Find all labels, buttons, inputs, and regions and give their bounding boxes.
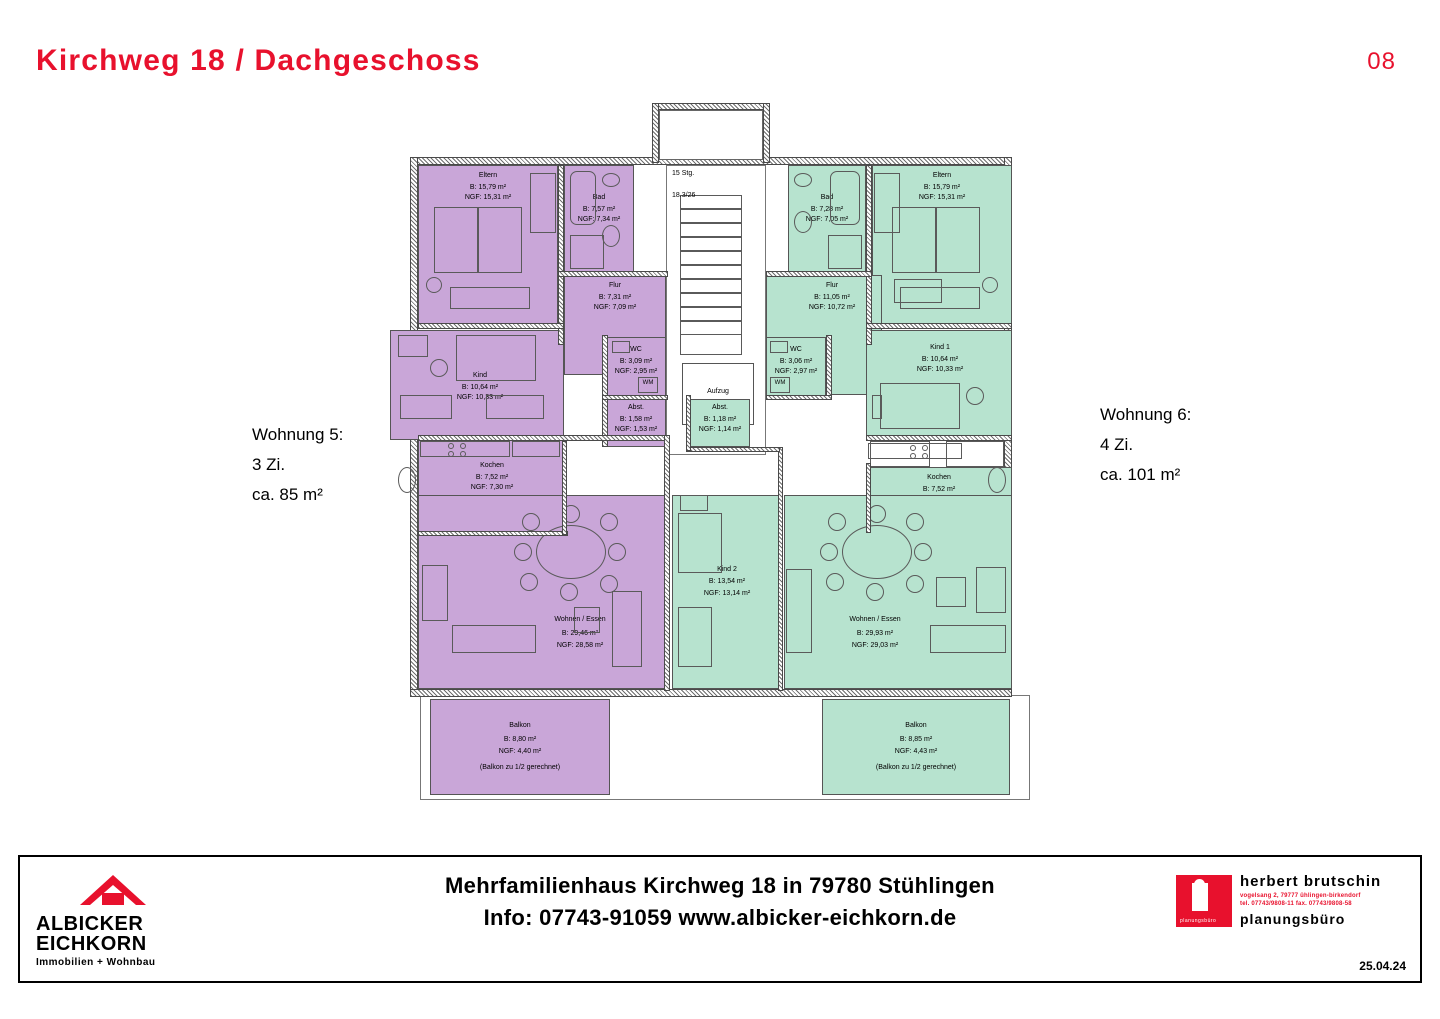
wall-interior: [562, 441, 567, 535]
room-abstellraum-right-b: 1,18 m²: [712, 416, 737, 423]
side-table: [574, 607, 600, 633]
wall-interior: [686, 447, 780, 452]
room-kind1-right-b: 10,64 m²: [930, 356, 959, 363]
lamp: [426, 277, 442, 293]
room-balkon-right-b: 8,85 m²: [908, 736, 933, 743]
room-bad-right-ngf: 7,05 m²: [824, 216, 849, 223]
room-kind1-right-ngf: 10,33 m²: [935, 366, 964, 373]
chair: [914, 543, 932, 561]
wall-stairtower-right: [763, 103, 770, 163]
logo-name-line2: EICHKORN: [36, 933, 147, 955]
wall-bottom: [410, 689, 1012, 697]
stair-step: [680, 279, 742, 293]
room-wohnen-essen-right-ngf: 29,03 m²: [870, 642, 899, 649]
house-roof-icon: [78, 873, 148, 911]
annotation-wohnung-6: [1100, 400, 1191, 490]
room-wohnen-essen-left-ngf: 28,58 m²: [575, 642, 604, 649]
room-wc-right-ngf: 2,97 m²: [793, 368, 818, 375]
stair-step: [680, 251, 742, 265]
chair: [866, 583, 884, 601]
footer-line-1: Mehrfamilienhaus Kirchweg 18 in 79780 Stühlingen: [445, 873, 995, 898]
nightstand: [872, 395, 882, 419]
ngf-prefix: NGF:: [577, 216, 595, 223]
room-balkon-left-b: 8,80 m²: [512, 736, 537, 743]
chair: [906, 575, 924, 593]
chair: [522, 513, 540, 531]
sofa: [452, 625, 536, 653]
room-balkon-left-note: (Balkon zu 1/2 gerechnet): [479, 764, 561, 771]
stove-burner: [460, 451, 466, 457]
ngf-prefix: NGF:: [851, 642, 869, 649]
wardrobe: [400, 395, 452, 419]
b-prefix: B:: [923, 184, 931, 191]
ngf-prefix: NGF:: [805, 216, 823, 223]
wall-interior: [866, 323, 1012, 329]
stair-tower: [659, 110, 763, 160]
room-kochen-right-b: 7,52 m²: [931, 486, 956, 493]
chair: [906, 513, 924, 531]
stove-burner: [448, 443, 454, 449]
bathtub: [830, 171, 860, 225]
ngf-prefix: NGF:: [703, 590, 721, 597]
room-kind-left-ngf: 10,33 m²: [475, 394, 504, 401]
room-eltern-right-b: 15,79 m²: [932, 184, 961, 191]
logo-name-line3: Immobilien + Wohnbau: [36, 957, 156, 968]
brutschin-contact: tel. 07743/9808-11 fax. 07743/9808-58: [1240, 901, 1352, 907]
lamp: [982, 277, 998, 293]
room-flur-left-b: 7,31 m²: [607, 294, 632, 301]
chair: [820, 543, 838, 561]
room-balkon-right-ngf: 4,43 m²: [913, 748, 938, 755]
page-title: Kirchweg 18 / Dachgeschoss: [36, 44, 481, 77]
room-wohnen-essen-left-name: Wohnen / Essen: [554, 616, 606, 623]
shelf: [612, 591, 642, 667]
plan-date: 25.04.24: [1359, 959, 1406, 973]
chair: [608, 543, 626, 561]
room-wc-right-name: WC: [790, 346, 802, 353]
b-prefix: B:: [619, 416, 627, 423]
room-kochen-left-ngf: 7,30 m²: [489, 484, 514, 491]
bed: [936, 207, 980, 273]
chair: [826, 573, 844, 591]
sofa: [930, 625, 1006, 653]
ngf-prefix: NGF:: [456, 394, 474, 401]
washing-machine-label: WM: [774, 380, 786, 386]
room-kind2-right-b: 13,54 m²: [717, 578, 746, 585]
room-wc-right-b: 3,06 m²: [788, 358, 813, 365]
dining-table: [842, 525, 912, 579]
refrigerator: [398, 467, 416, 493]
ngf-prefix: NGF:: [498, 748, 516, 755]
sink: [612, 341, 630, 353]
b-prefix: B:: [582, 206, 590, 213]
toilet: [794, 211, 812, 233]
wall-interior: [558, 271, 668, 277]
b-prefix: B:: [708, 578, 716, 585]
elevator-label: Aufzug: [707, 388, 729, 395]
refrigerator: [988, 467, 1006, 493]
room-balkon-left-name: Balkon: [509, 722, 531, 729]
wall-interior: [766, 271, 872, 277]
chair: [560, 583, 578, 601]
bathtub: [570, 171, 596, 225]
room-bad-left-ngf: 7,34 m²: [596, 216, 621, 223]
wall-interior: [602, 395, 668, 400]
bed: [880, 383, 960, 429]
ngf-prefix: NGF:: [918, 194, 936, 201]
room-kochen-left-b: 7,52 m²: [484, 474, 509, 481]
chair: [828, 513, 846, 531]
washing-machine-label: WM: [642, 380, 654, 386]
armchair: [422, 565, 448, 621]
brutschin-address: vogelsang 2, 79777 ühlingen-birkendorf: [1240, 893, 1361, 899]
room-wc-left-name: WC: [630, 346, 642, 353]
annotation-wohnung-5-line2: 3 Zi.: [252, 455, 286, 474]
room-balkon-left-ngf: 4,40 m²: [517, 748, 542, 755]
page-number: 08: [1367, 48, 1396, 75]
ngf-prefix: NGF:: [593, 304, 611, 311]
room-balkon-right-note: (Balkon zu 1/2 gerechnet): [875, 764, 957, 771]
annotation-wohnung-5: [252, 420, 343, 510]
room-abstellraum-left-ngf: 1,53 m²: [633, 426, 658, 433]
wall-interior: [778, 447, 783, 691]
b-prefix: B:: [814, 294, 821, 301]
b-prefix: B:: [922, 486, 930, 493]
b-prefix: B:: [469, 184, 477, 191]
b-prefix: B:: [475, 474, 483, 481]
stairs-rise-label: 18.3/26: [672, 192, 696, 199]
stair-step: [680, 293, 742, 307]
room-wohnen-essen-right-name: Wohnen / Essen: [849, 616, 901, 623]
b-prefix: B:: [899, 736, 907, 743]
floor-plan: [390, 95, 1060, 815]
shower: [828, 235, 862, 269]
stove-burner: [910, 445, 916, 451]
desk: [678, 607, 712, 667]
badge-caption: planungsbüro: [1180, 918, 1217, 924]
lamp: [966, 387, 984, 405]
shower: [570, 235, 604, 269]
lamp: [430, 359, 448, 377]
room-flur-right-ngf: 10,72 m²: [827, 304, 856, 311]
bed: [434, 207, 478, 273]
stove-burner: [910, 453, 916, 459]
ngf-prefix: NGF:: [470, 484, 488, 491]
chair: [514, 543, 532, 561]
annotation-wohnung-5-line3: ca. 85 m²: [252, 485, 323, 504]
wall-interior: [418, 531, 568, 536]
b-prefix: B:: [856, 630, 864, 637]
wardrobe: [874, 173, 900, 233]
chair: [520, 573, 538, 591]
wall-interior: [686, 395, 691, 451]
footer: [18, 855, 1422, 983]
stair-step: [680, 209, 742, 223]
stove-burner: [460, 443, 466, 449]
ngf-prefix: NGF:: [894, 748, 912, 755]
armchair: [976, 567, 1006, 613]
room-bad-right-b: 7,28 m²: [819, 206, 844, 213]
wall-interior: [664, 435, 670, 691]
room-bad-right-name: Bad: [820, 194, 834, 201]
brutschin-name: herbert brutschin: [1240, 873, 1382, 890]
annotation-wohnung-6-line1: Wohnung 6:: [1100, 405, 1192, 424]
ngf-prefix: NGF:: [614, 368, 632, 375]
room-wohnen-essen-right-b: 29,93 m²: [865, 630, 894, 637]
bed: [678, 513, 722, 573]
wall-interior: [418, 323, 564, 329]
side-table: [936, 577, 966, 607]
wall-interior: [866, 435, 1012, 441]
ngf-prefix: NGF:: [614, 426, 632, 433]
wall-interior: [866, 165, 872, 345]
room-kind-left-b: 10,64 m²: [470, 384, 499, 391]
stair-step: [680, 265, 742, 279]
badge-dot: [1194, 879, 1205, 890]
room-eltern-left-b: 15,79 m²: [478, 184, 507, 191]
annotation-wohnung-6-line2: 4 Zi.: [1100, 435, 1134, 454]
wall-interior: [866, 463, 871, 533]
wall-interior: [602, 335, 608, 447]
b-prefix: B:: [503, 736, 511, 743]
b-prefix: B:: [921, 356, 929, 363]
stair-step: [680, 223, 742, 237]
stair-step: [680, 307, 742, 321]
wall-interior: [558, 165, 564, 345]
kitchen-cabinet: [512, 441, 560, 457]
room-kind2-right-ngf: 13,14 m²: [722, 590, 751, 597]
logo-albicker-eichkorn: [36, 869, 216, 973]
chair: [600, 513, 618, 531]
sink: [794, 173, 812, 187]
room-kind2-right-name: Kind 2: [717, 566, 737, 573]
stair-step: [680, 321, 742, 335]
wall-interior: [766, 395, 832, 400]
b-prefix: B:: [598, 294, 606, 301]
room-kochen-right-name: Kochen: [927, 474, 951, 481]
stair-step: [680, 237, 742, 251]
room-bad-left-b: 7,57 m²: [591, 206, 616, 213]
wall-stairtower-top: [652, 103, 770, 110]
room-abstellraum-right-ngf: 1,14 m²: [717, 426, 742, 433]
ngf-prefix: NGF:: [698, 426, 716, 433]
ngf-prefix: NGF:: [774, 368, 792, 375]
b-prefix: B:: [779, 358, 787, 365]
room-balkon-right-name: Balkon: [905, 722, 927, 729]
logo-name-line1: ALBICKER: [36, 913, 144, 935]
room-kochen-left-name: Kochen: [480, 462, 504, 469]
sink: [770, 341, 788, 353]
room-flur-right-b: 11,05 m²: [822, 294, 850, 301]
ngf-prefix: NGF:: [464, 194, 482, 201]
annotation-wohnung-5-line1: Wohnung 5:: [252, 425, 344, 444]
room-kind-left-name: Kind: [472, 372, 487, 379]
stairs-count-label: 15 Stg.: [672, 170, 695, 177]
ngf-prefix: NGF:: [808, 304, 826, 311]
wardrobe: [486, 395, 544, 419]
room-eltern-left-name: Eltern: [478, 172, 498, 179]
footer-line-2: Info: 07743-91059 www.albicker-eichkorn.de: [483, 905, 957, 930]
stove-burner: [922, 445, 928, 451]
logo-brutschin: [1176, 871, 1406, 937]
bed: [478, 207, 522, 273]
desk: [894, 279, 942, 303]
bed: [456, 335, 536, 381]
ngf-prefix: NGF:: [556, 642, 574, 649]
b-prefix: B:: [461, 384, 469, 391]
stove-burner: [448, 451, 454, 457]
planungsbuero-badge-icon: [1176, 875, 1232, 927]
wall-interior: [826, 335, 832, 397]
room-abstellraum-right-name: Abst.: [712, 404, 728, 411]
room-abstellraum-left-b: 1,58 m²: [628, 416, 653, 423]
desk: [398, 335, 428, 357]
toilet: [602, 225, 620, 247]
room-eltern-right-ngf: 15,31 m²: [937, 194, 966, 201]
dresser: [450, 287, 530, 309]
wall-interior: [418, 435, 668, 441]
annotation-wohnung-6-line3: ca. 101 m²: [1100, 465, 1181, 484]
room-eltern-left-ngf: 15,31 m²: [483, 194, 512, 201]
shelf: [786, 569, 812, 653]
room-kind1-right-name: Kind 1: [930, 344, 950, 351]
b-prefix: B:: [619, 358, 627, 365]
room-bad-left-name: Bad: [592, 194, 606, 201]
sink: [602, 173, 620, 187]
wall-stairtower-left: [652, 103, 659, 163]
stove-burner: [922, 453, 928, 459]
room-abstellraum-left-name: Abst.: [628, 404, 644, 411]
room-eltern-right-name: Eltern: [932, 172, 952, 179]
room-flur-left-ngf: 7,09 m²: [612, 304, 637, 311]
room-wohnen-essen-left-b: 29,46 m²: [570, 630, 599, 637]
room-flur-right-name: Flur: [825, 282, 839, 289]
room-flur-left-name: Flur: [608, 282, 622, 289]
b-prefix: B:: [810, 206, 818, 213]
room-wc-left-ngf: 2,95 m²: [633, 368, 658, 375]
footer-contact-block: [240, 873, 1200, 931]
b-prefix: B:: [703, 416, 711, 423]
ngf-prefix: NGF:: [916, 366, 934, 373]
nightstand: [680, 495, 708, 511]
wardrobe: [530, 173, 556, 233]
b-prefix: B:: [561, 630, 569, 637]
room-wc-left-b: 3,09 m²: [628, 358, 653, 365]
brutschin-profession: planungsbüro: [1240, 911, 1346, 927]
